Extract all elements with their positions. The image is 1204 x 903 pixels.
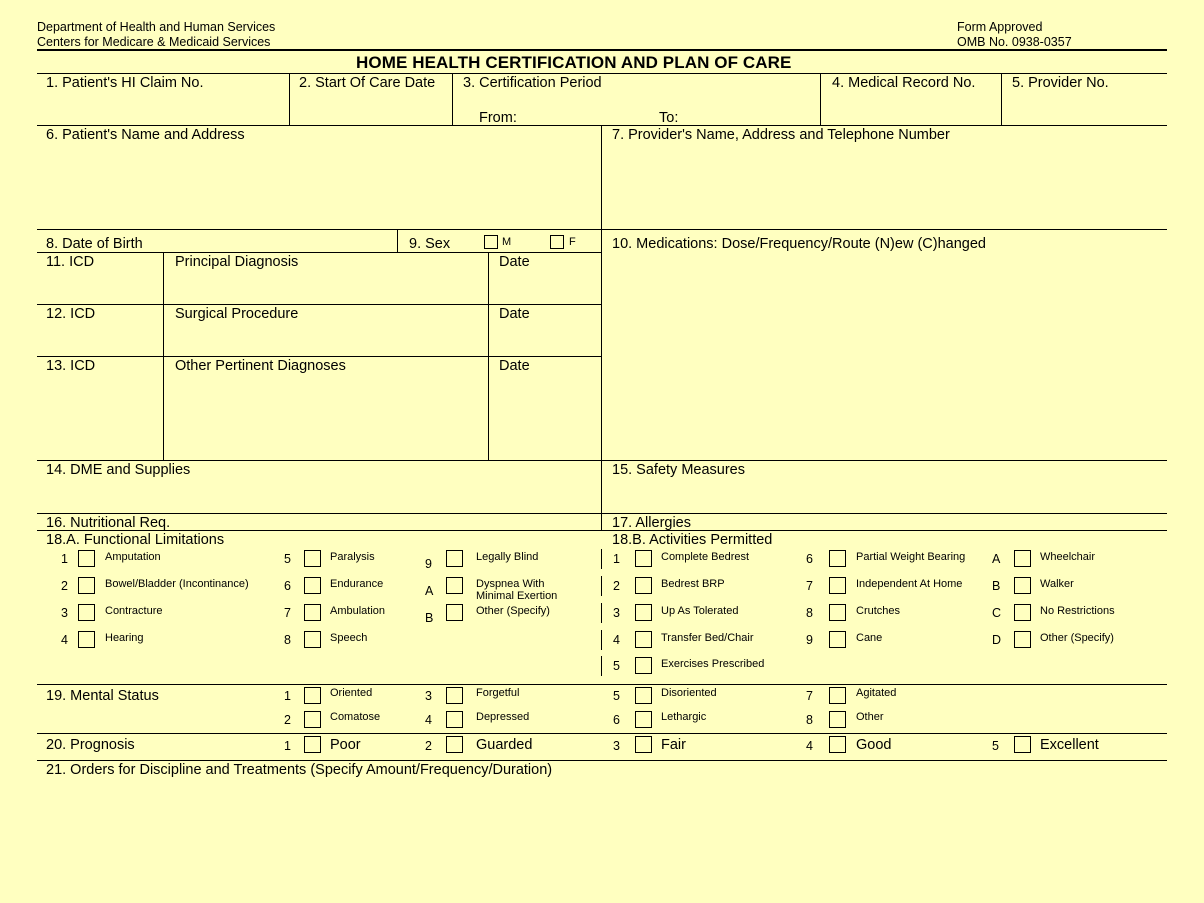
surgical-procedure-label: Surgical Procedure bbox=[175, 306, 299, 322]
guarded-checkbox[interactable] bbox=[446, 736, 463, 753]
field-15-label: 15. Safety Measures bbox=[612, 462, 745, 478]
endurance-checkbox[interactable] bbox=[304, 577, 321, 594]
oriented-checkbox[interactable] bbox=[304, 687, 321, 704]
department-name: Department of Health and Human Services bbox=[37, 20, 276, 34]
rule bbox=[163, 252, 164, 460]
option-number: 4 bbox=[806, 739, 813, 753]
option-number: 9 bbox=[425, 557, 432, 571]
field-14-label: 14. DME and Supplies bbox=[46, 462, 191, 478]
option-label: Bedrest BRP bbox=[661, 578, 725, 590]
complete-bedrest-checkbox[interactable] bbox=[635, 550, 652, 567]
rule bbox=[37, 356, 601, 357]
field-11-label: 11. ICD bbox=[46, 254, 95, 270]
option-number: 7 bbox=[806, 689, 813, 703]
crutches-checkbox[interactable] bbox=[829, 604, 846, 621]
field-12-label: 12. ICD bbox=[46, 306, 96, 322]
option-number: 5 bbox=[992, 739, 999, 753]
option-number: 7 bbox=[806, 579, 813, 593]
option-label: No Restrictions bbox=[1040, 605, 1115, 617]
option-number: 1 bbox=[284, 739, 291, 753]
option-number: 2 bbox=[284, 713, 291, 727]
option-label: Fair bbox=[661, 737, 686, 753]
field-18b-label: 18.B. Activities Permitted bbox=[612, 532, 773, 548]
option-number: B bbox=[992, 579, 1001, 593]
wheelchair-checkbox[interactable] bbox=[1014, 550, 1031, 567]
field-9-label: 9. Sex bbox=[409, 236, 451, 252]
option-label: Complete Bedrest bbox=[661, 551, 750, 563]
option-label: Minimal Exertion bbox=[476, 590, 558, 602]
field-20-label: 20. Prognosis bbox=[46, 737, 135, 753]
option-label: Paralysis bbox=[330, 551, 375, 563]
poor-checkbox[interactable] bbox=[304, 736, 321, 753]
option-number: 8 bbox=[806, 606, 813, 620]
contracture-checkbox[interactable] bbox=[78, 604, 95, 621]
field-21-label: 21. Orders for Discipline and Treatments (Specify Amount/Frequency/Duration) bbox=[46, 762, 553, 778]
rule bbox=[37, 684, 1167, 685]
sex-m-checkbox[interactable] bbox=[484, 235, 498, 249]
rule bbox=[37, 252, 601, 253]
form-approved: Form Approved bbox=[957, 20, 1043, 34]
option-label: Oriented bbox=[330, 687, 373, 699]
option-label: Hearing bbox=[105, 632, 144, 644]
field-10-label: 10. Medications: Dose/Frequency/Route (N)ew (C)hanged bbox=[612, 236, 986, 252]
depressed-checkbox[interactable] bbox=[446, 711, 463, 728]
field-16-label: 16. Nutritional Req. bbox=[46, 515, 171, 531]
option-number: 5 bbox=[284, 552, 291, 566]
rule bbox=[397, 229, 398, 252]
mental-other-checkbox[interactable] bbox=[829, 711, 846, 728]
bowel-bladder-checkbox[interactable] bbox=[78, 577, 95, 594]
field-17-label: 17. Allergies bbox=[612, 515, 691, 531]
field-8-label: 8. Date of Birth bbox=[46, 236, 143, 252]
field-18a-label: 18.A. Functional Limitations bbox=[46, 532, 225, 548]
option-number: 9 bbox=[806, 633, 813, 647]
option-label: Poor bbox=[330, 737, 361, 753]
option-number: 3 bbox=[613, 739, 620, 753]
option-number: 6 bbox=[613, 713, 620, 727]
rule bbox=[488, 252, 489, 460]
option-label: Cane bbox=[856, 632, 883, 644]
option-number: 6 bbox=[284, 579, 291, 593]
option-label: Bowel/Bladder (Incontinance) bbox=[105, 578, 249, 590]
excellent-checkbox[interactable] bbox=[1014, 736, 1031, 753]
rule bbox=[601, 603, 602, 623]
paralysis-checkbox[interactable] bbox=[304, 550, 321, 567]
rule bbox=[37, 73, 1167, 74]
option-label: Up As Tolerated bbox=[661, 605, 739, 617]
option-label: Contracture bbox=[105, 605, 163, 617]
bedrest-brp-checkbox[interactable] bbox=[635, 577, 652, 594]
option-label: Other bbox=[856, 711, 884, 723]
rule bbox=[601, 630, 602, 650]
rule bbox=[37, 530, 1167, 531]
ambulation-checkbox[interactable] bbox=[304, 604, 321, 621]
partial-weight-bearing-checkbox[interactable] bbox=[829, 550, 846, 567]
option-label: Amputation bbox=[105, 551, 161, 563]
option-label: Guarded bbox=[476, 737, 533, 753]
comatose-checkbox[interactable] bbox=[304, 711, 321, 728]
option-number: 1 bbox=[613, 552, 620, 566]
option-label: Excellent bbox=[1040, 737, 1099, 753]
field-2-label: 2. Start Of Care Date bbox=[299, 75, 436, 91]
rule bbox=[601, 656, 602, 676]
disoriented-checkbox[interactable] bbox=[635, 687, 652, 704]
field-19-label: 19. Mental Status bbox=[46, 688, 159, 704]
option-number: D bbox=[992, 633, 1002, 647]
field-1-label: 1. Patient's HI Claim No. bbox=[46, 75, 204, 91]
rule bbox=[601, 576, 602, 596]
hearing-checkbox[interactable] bbox=[78, 631, 95, 648]
option-number: C bbox=[992, 606, 1002, 620]
good-checkbox[interactable] bbox=[829, 736, 846, 753]
field-7-label: 7. Provider's Name, Address and Telephone Number bbox=[612, 127, 950, 143]
field-3-label: 3. Certification Period bbox=[463, 75, 602, 91]
option-label: Independent At Home bbox=[856, 578, 963, 590]
activities-other-checkbox[interactable] bbox=[1014, 631, 1031, 648]
sex-m-label: M bbox=[502, 236, 512, 248]
rule bbox=[37, 125, 1167, 126]
option-number: 3 bbox=[425, 689, 432, 703]
option-number: 4 bbox=[613, 633, 620, 647]
option-number: 4 bbox=[425, 713, 432, 727]
option-number: A bbox=[425, 584, 434, 598]
speech-checkbox[interactable] bbox=[304, 631, 321, 648]
rule bbox=[452, 73, 453, 125]
option-number: 1 bbox=[61, 552, 68, 566]
walker-checkbox[interactable] bbox=[1014, 577, 1031, 594]
rule bbox=[1001, 73, 1002, 125]
option-label: Other (Specify) bbox=[476, 605, 550, 617]
option-number: A bbox=[992, 552, 1001, 566]
option-number: 2 bbox=[425, 739, 432, 753]
other-specify-checkbox[interactable] bbox=[446, 604, 463, 621]
date-label: Date bbox=[499, 306, 530, 322]
rule bbox=[289, 73, 290, 125]
option-label: Ambulation bbox=[330, 605, 386, 617]
rule bbox=[37, 49, 1167, 51]
field-5-label: 5. Provider No. bbox=[1012, 75, 1109, 91]
cert-to-label: To: bbox=[659, 110, 679, 126]
fair-checkbox[interactable] bbox=[635, 736, 652, 753]
option-number: 6 bbox=[806, 552, 813, 566]
rule bbox=[820, 73, 821, 125]
option-label: Agitated bbox=[856, 687, 897, 699]
option-label: Wheelchair bbox=[1040, 551, 1096, 563]
transfer-bed-chair-checkbox[interactable] bbox=[635, 631, 652, 648]
option-number: 5 bbox=[613, 689, 620, 703]
form-title: HOME HEALTH CERTIFICATION AND PLAN OF CARE bbox=[356, 53, 792, 72]
option-number: 3 bbox=[613, 606, 620, 620]
rule bbox=[37, 513, 1167, 514]
option-number: B bbox=[425, 611, 434, 625]
option-number: 2 bbox=[61, 579, 68, 593]
option-label: Other (Specify) bbox=[1040, 632, 1114, 644]
option-number: 8 bbox=[806, 713, 813, 727]
option-label: Dyspnea With bbox=[476, 578, 545, 590]
rule bbox=[601, 125, 602, 530]
option-label: Speech bbox=[330, 632, 368, 644]
agitated-checkbox[interactable] bbox=[829, 687, 846, 704]
rule bbox=[37, 460, 1167, 461]
cane-checkbox[interactable] bbox=[829, 631, 846, 648]
sex-f-checkbox[interactable] bbox=[550, 235, 564, 249]
rule bbox=[37, 760, 1167, 761]
option-label: Good bbox=[856, 737, 892, 753]
option-label: Forgetful bbox=[476, 687, 520, 699]
sex-f-label: F bbox=[569, 236, 576, 248]
option-number: 4 bbox=[61, 633, 68, 647]
option-number: 7 bbox=[284, 606, 291, 620]
option-number: 5 bbox=[613, 659, 620, 673]
legally-blind-checkbox[interactable] bbox=[446, 550, 463, 567]
option-number: 1 bbox=[284, 689, 291, 703]
rule bbox=[601, 549, 602, 569]
date-label: Date bbox=[499, 358, 530, 374]
other-diagnoses-label: Other Pertinent Diagnoses bbox=[175, 358, 346, 374]
rule bbox=[37, 733, 1167, 734]
option-label: Transfer Bed/Chair bbox=[661, 632, 754, 644]
field-4-label: 4. Medical Record No. bbox=[832, 75, 976, 91]
forgetful-checkbox[interactable] bbox=[446, 687, 463, 704]
dyspnea-checkbox[interactable] bbox=[446, 577, 463, 594]
option-label: Walker bbox=[1040, 578, 1074, 590]
principal-diagnosis-label: Principal Diagnosis bbox=[175, 254, 299, 270]
option-label: Lethargic bbox=[661, 711, 707, 723]
option-label: Crutches bbox=[856, 605, 901, 617]
up-as-tolerated-checkbox[interactable] bbox=[635, 604, 652, 621]
option-label: Partial Weight Bearing bbox=[856, 551, 966, 563]
field-6-label: 6. Patient's Name and Address bbox=[46, 127, 245, 143]
omb-number: OMB No. 0938-0357 bbox=[957, 35, 1072, 49]
independent-at-home-checkbox[interactable] bbox=[829, 577, 846, 594]
option-label: Exercises Prescribed bbox=[661, 658, 765, 670]
option-number: 8 bbox=[284, 633, 291, 647]
exercises-prescribed-checkbox[interactable] bbox=[635, 657, 652, 674]
no-restrictions-checkbox[interactable] bbox=[1014, 604, 1031, 621]
option-label: Endurance bbox=[330, 578, 384, 590]
option-number: 3 bbox=[61, 606, 68, 620]
option-label: Legally Blind bbox=[476, 551, 539, 563]
option-label: Comatose bbox=[330, 711, 381, 723]
option-number: 2 bbox=[613, 579, 620, 593]
date-label: Date bbox=[499, 254, 530, 270]
lethargic-checkbox[interactable] bbox=[635, 711, 652, 728]
rule bbox=[37, 304, 601, 305]
cert-from-label: From: bbox=[479, 110, 517, 126]
agency-name: Centers for Medicare & Medicaid Services bbox=[37, 35, 271, 49]
rule bbox=[37, 229, 1167, 230]
field-13-label: 13. ICD bbox=[46, 358, 96, 374]
amputation-checkbox[interactable] bbox=[78, 550, 95, 567]
option-label: Depressed bbox=[476, 711, 530, 723]
option-label: Disoriented bbox=[661, 687, 717, 699]
